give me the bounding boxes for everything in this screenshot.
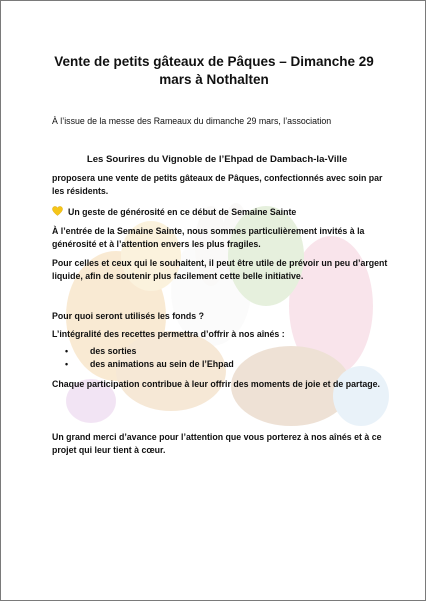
proceeds-paragraph: L’intégralité des recettes permettra d’offrir à nos aînés :: [52, 329, 285, 339]
sale-paragraph: proposera une vente de petits gâteaux de Pâques, confectionnés avec soin par les résidents.: [52, 173, 383, 196]
list-item: • des animations au sein de l’Ehpad: [52, 358, 234, 371]
yellow-heart-icon: [52, 206, 63, 219]
money-paragraph: Pour celles et ceux qui le souhaitent, il peut être utile de prévoir un peu d’argent liquide, afin de soutenir plus facilement cette belle initiative.: [52, 258, 388, 281]
generosity-heading: [52, 206, 388, 219]
list-item: • des sorties: [52, 345, 234, 358]
thanks-paragraph: Un grand merci d’avance pour l’attention que vous porterez à nos aînés et à ce projet qui leur tient à cœur.: [52, 432, 382, 455]
page-title: Vente de petits gâteaux de Pâques – Dimanche 29 mars à Nothalten: [54, 54, 374, 87]
question-heading: Pour quoi seront utilisés les fonds ?: [52, 311, 205, 321]
generosity-text: Un geste de générosité en ce début de Semaine Sainte: [68, 207, 297, 217]
entry-paragraph: À l’entrée de la Semaine Sainte, nous sommes particulièrement invités à la générosité et à l’attention envers les plus fragiles.: [52, 226, 365, 249]
uses-list: [52, 345, 234, 371]
intro-text: À l’issue de la messe des Rameaux du dimanche 29 mars, l’association: [52, 116, 332, 126]
organization-name: Les Sourires du Vignoble de l’Ehpad de Dambach-la-Ville: [86, 154, 348, 165]
participation-paragraph: Chaque participation contribue à leur offrir des moments de joie et de partage.: [52, 379, 380, 389]
